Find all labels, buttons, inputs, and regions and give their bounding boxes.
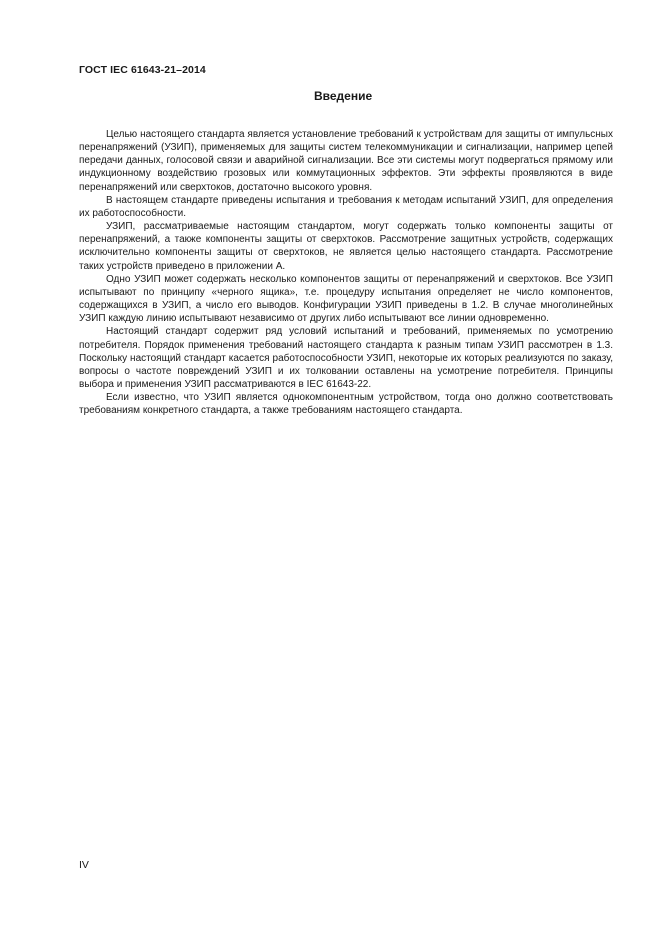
paragraph: УЗИП, рассматриваемые настоящим стандартом, могут содержать только компоненты защиты от перенапряжений, а также компоненты защиты от сверхтоков. Рассмотрение защитных устройств, содержащих исключительно компоненты защиты от сверхтоков, не является целью настоящего стандарта. Рассмотрение таких устройств приведено в приложении А. — [79, 221, 613, 272]
introduction-body — [79, 128, 613, 417]
section-title: Введение — [314, 89, 373, 103]
paragraph: Одно УЗИП может содержать несколько компонентов защиты от перенапряжений и сверхтоков. Все УЗИП испытывают по принципу «черного ящика», т.е. процедуру испытания определяет не число компонентов, содержащихся в УЗИП, а число его выводов. Конфигурации УЗИП приведены в 1.2. В случае многолинейных УЗИП каждую линию испытывают независимо от других либо испытывают все линии одновременно. — [79, 273, 613, 325]
paragraph: Настоящий стандарт содержит ряд условий испытаний и требований, применяемых по усмотрению потребителя. Порядок применения требований настоящего стандарта к разным типам УЗИП рассмотрен в 1.3. Поскольку настоящий стандарт касается работоспособности УЗИП, некоторые их которых реализуются по заказу, вопросы о частоте повреждений УЗИП и их толковании оставлены на усмотрение потребителя. Принципы выбора и применения УЗИП рассматриваются в IEC 61643-22. — [79, 326, 613, 390]
page-number: IV — [79, 859, 89, 871]
paragraph: Если известно, что УЗИП является однокомпонентным устройством, тогда оно должно соответствовать требованиям конкретного стандарта, а также требованиям настоящего стандарта. — [79, 392, 613, 417]
paragraph: В настоящем стандарте приведены испытания и требования к методам испытаний УЗИП, для определения их работоспособности. — [79, 194, 613, 219]
document-header: ГОСТ IEC 61643-21–2014 — [79, 64, 206, 76]
paragraph: Целью настоящего стандарта является установление требований к устройствам для защиты от импульсных перенапряжений (УЗИП), применяемых для защиты систем телекоммуникации и сигнализации, например цепей передачи данных, голосовой связи и аварийной сигнализации. Все эти системы могут подвергаться прямому или индукционному воздействию грозовых или коммутационных эффектов. Эти эффекты проявляются в виде перенапряжений или сверхтоков, достаточно высокого уровня. — [79, 129, 613, 193]
